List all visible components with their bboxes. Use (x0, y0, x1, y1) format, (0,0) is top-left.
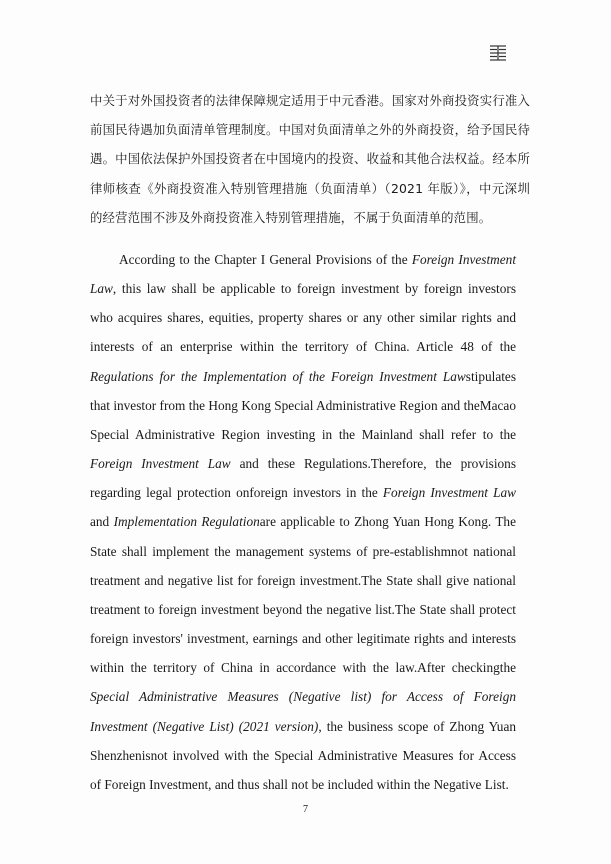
chinese-paragraph: 中关于对外国投资者的法律保障规定适用于中元香港。国家对外商投资实行准入前国民待遇加负面清单管理制度。中国对负面清单之外的外商投资，给予国民待遇。中国依法保护外国投资者在中国境内的投资、收益和其他合法权益。经本所律师核查《外商投资准入特别管理措施（负面清单）（2021 年版）》，中元深圳的经营范围不涉及外商投资准入特别管理措施，不属于负面清单的范围。 (90, 93, 530, 225)
measures-title-italic: Special Administrative Measures (Negative list) for Access of Foreign Investment (Negative List) (2021 version) (90, 689, 516, 734)
zhong-yuan-logo-icon (489, 44, 507, 62)
regulation-title-italic: Implementation Regulation (113, 514, 260, 530)
page-number: 7 (303, 804, 308, 815)
english-text-run: , this law shall be applicable to foreign investment by foreign investors who acquires shares, equities, property shares or any other similar rights and interests of an enterprise within the territory of China. Article 48 of the (90, 281, 516, 355)
english-text-run: , the business scope of Zhong Yuan Shenzhenisnot involved with the Special Administrative Measures for Access of Foreign Investment, and thus shall not be included within the Negative List. (90, 718, 516, 792)
law-title-italic: Foreign Investment Law (90, 456, 231, 472)
law-title-italic: Foreign Investment Law (382, 485, 516, 501)
english-paragraph (90, 245, 516, 799)
english-text-run: are applicable to Zhong Yuan Hong Kong. The State shall implement the management systems of pre-establishmnot national treatment and negative list for foreign investment.The State shall give national treatment to foreign investment beyond the negative list.The State shall protect foreign investors' investment, earnings and other legitimate rights and interests within the territory of China in accordance with the law.After checkingthe (90, 514, 516, 676)
english-text-run: stipulates that investor from the Hong Kong Special Administrative Region and theMacao Special Administrative Region investing in the Mainland shall refer to the (90, 368, 516, 442)
english-text-run: According to the Chapter I General Provisions of the (119, 252, 412, 267)
regulation-title-italic: Regulations for the Implementation of the Foreign Investment Law (90, 368, 466, 384)
law-title-italic: Foreign Investment Law (90, 252, 517, 297)
english-text-run: and these Regulations.Therefore, the provisions regarding legal protection onforeign investors in the (90, 456, 516, 501)
english-text-run: and (90, 514, 114, 530)
